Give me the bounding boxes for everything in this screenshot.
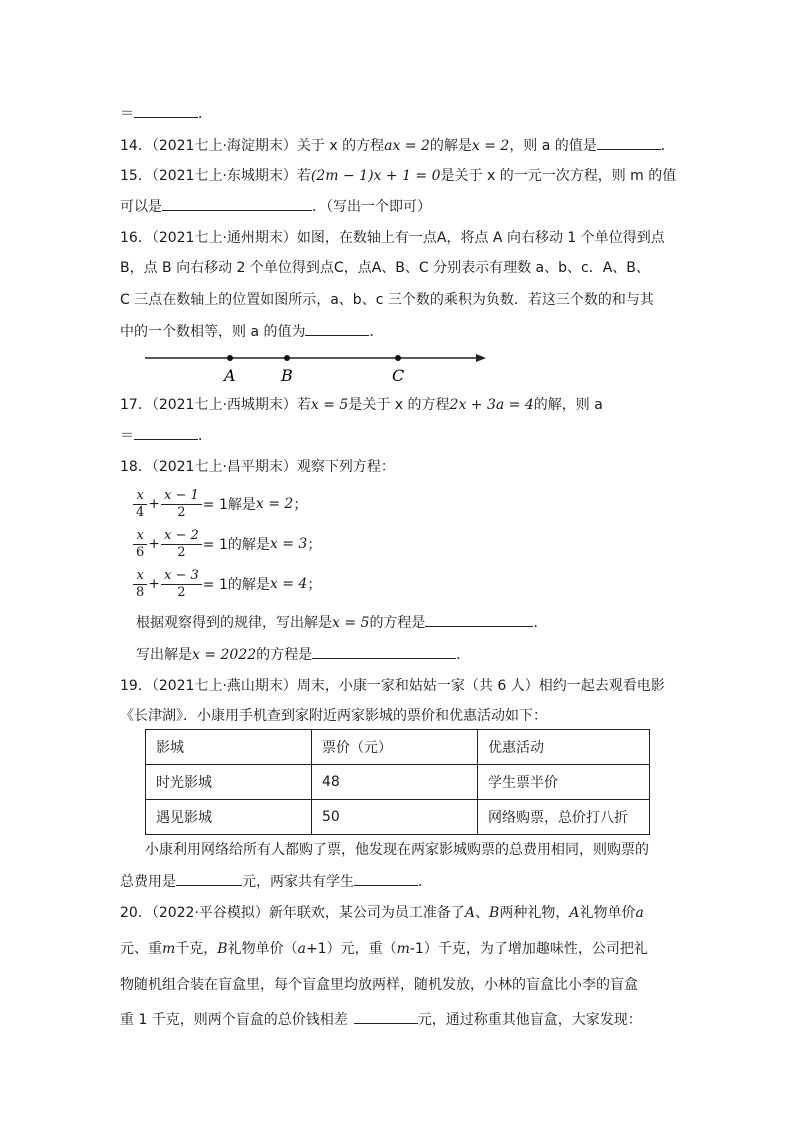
answer-blank[interactable]	[354, 1009, 418, 1024]
point-c-label: C	[392, 366, 405, 385]
equation: (2m − 1)x + 1 = 0	[310, 168, 441, 184]
answer-blank[interactable]	[312, 644, 456, 659]
arrow-head-icon	[476, 354, 486, 362]
equation-row-3: $\frac{x}{8}$ + $\frac{x - 3}{2}$ = 1的解是 x = 4 ；	[132, 566, 321, 602]
table-header-row	[146, 730, 650, 765]
question-19-line1: 19．（2021七上·燕山期末）周末，小康一家和姑姑一家（共 6 人）相约一起去观看电影	[120, 678, 665, 694]
table-row	[146, 765, 650, 800]
equation: ax = 2	[384, 138, 430, 154]
equals-sign: ＝	[120, 106, 134, 122]
fraction: $\frac{x}{6}$	[133, 528, 147, 561]
fraction: $\frac{x - 2}{2}$	[161, 528, 202, 561]
question-17-line2: ＝ ．	[120, 425, 212, 446]
point-a-dot	[227, 355, 233, 361]
question-14: 14．（2021七上·海淀期末）关于 x 的方程ax = 2的解是x = 2，则 a 的值是 ．	[120, 135, 675, 156]
table-cell: 学生票半价	[478, 765, 650, 800]
question-15-line2: 可以是 ．（写出一个即可）	[120, 196, 431, 217]
fraction: $\frac{x}{8}$	[133, 568, 147, 601]
answer-blank[interactable]	[134, 425, 198, 440]
question-19-line4: 总费用是 元，两家共有学生 ．	[120, 871, 432, 892]
question-20-line2: 元、重m千克，B礼物单价（a+1）元，重（m-1）千克，为了增加趣味性，公司把礼	[120, 941, 648, 957]
table-cell: 50	[312, 800, 478, 835]
fraction: $\frac{x}{4}$	[133, 488, 147, 521]
question-15: 15．（2021七上·东城期末）若(2m − 1)x + 1 = 0是关于 x 的一元一次方程，则 m 的值	[120, 168, 677, 184]
ticket-price-table	[145, 729, 650, 835]
question-19-line3: 小康利用网络给所有人都购了票，他发现在两家影城购票的总费用相同，则购票的	[145, 842, 649, 858]
table-cell: 遇见影城	[146, 800, 312, 835]
question-20-line3: 物随机组合装在盲盒里，每个盲盒里均放两样，随机发放，小林的盲盒比小李的盲盒	[120, 977, 638, 993]
question-19-line2: 《长津湖》．小康用手机查到家附近两家影城的票价和优惠活动如下：	[120, 708, 547, 724]
answer-blank[interactable]	[162, 196, 312, 211]
answer-blank[interactable]	[134, 103, 198, 118]
answer-blank[interactable]	[176, 871, 242, 886]
question-20-line4: 重 1 千克，则两个盲盒的总价钱相差 元，通过称重其他盲盒，大家发现：	[120, 1009, 642, 1030]
q13-answer-line: ＝ ．	[120, 103, 212, 124]
equation: 2x + 3a = 4	[449, 397, 534, 413]
table-header-cell: 票价（元）	[312, 730, 478, 765]
question-20-line1: 20．（2022·平谷模拟）新年联欢，某公司为员工准备了A、B两种礼物，A礼物单价a	[120, 905, 644, 921]
question-16-line2: B，点 B 向右移动 2 个单位得到点C，点A、B、C 分别表示有理数 a、b、c．A、B、	[120, 260, 650, 276]
equation-row-1: $\frac{x}{4}$ + $\frac{x - 1}{2}$ = 1解是 x = 2 ；	[132, 486, 307, 522]
table-header-cell: 影城	[146, 730, 312, 765]
table-cell: 时光影城	[146, 765, 312, 800]
equation-row-2: $\frac{x}{6}$ + $\frac{x - 2}{2}$ = 1的解是 x = 3 ；	[132, 526, 321, 562]
equation: x = 5	[310, 397, 349, 413]
answer-blank[interactable]	[425, 612, 533, 627]
point-b-dot	[284, 355, 290, 361]
question-18: 18．（2021七上·昌平期末）观察下列方程：	[120, 459, 395, 475]
fraction: $\frac{x - 3}{2}$	[161, 568, 202, 601]
point-b-label: B	[281, 366, 293, 385]
table-cell: 48	[312, 765, 478, 800]
question-18-write: 写出解是x = 2022的方程是 ．	[136, 644, 470, 665]
equation: x = 2	[471, 138, 510, 154]
question-16-line1: 16．（2021七上·通州期末）如图，在数轴上有一点A，将点 A 向右移动 1 个单位得到点	[120, 230, 665, 246]
answer-blank[interactable]	[597, 135, 661, 150]
table-header-cell: 优惠活动	[478, 730, 650, 765]
answer-blank[interactable]	[305, 321, 369, 336]
number-line-figure	[140, 346, 500, 386]
table-cell: 网络购票，总价打八折	[478, 800, 650, 835]
point-a-label: A	[224, 366, 236, 385]
answer-blank[interactable]	[354, 871, 418, 886]
question-18-rule: 根据观察得到的规律，写出解是x = 5的方程是 ．	[136, 612, 547, 633]
question-16-line4: 中的一个数相等，则 a 的值为 ．	[120, 321, 383, 342]
point-c-dot	[395, 355, 401, 361]
question-16-line3: C 三点在数轴上的位置如图所示，a、b、c 三个数的乘积为负数．若这三个数的和与其	[120, 292, 654, 308]
table-row	[146, 800, 650, 835]
fraction: $\frac{x - 1}{2}$	[161, 488, 202, 521]
question-17: 17．（2021七上·西城期末）若x = 5是关于 x 的方程2x + 3a = 4的解，则 a	[120, 397, 603, 413]
